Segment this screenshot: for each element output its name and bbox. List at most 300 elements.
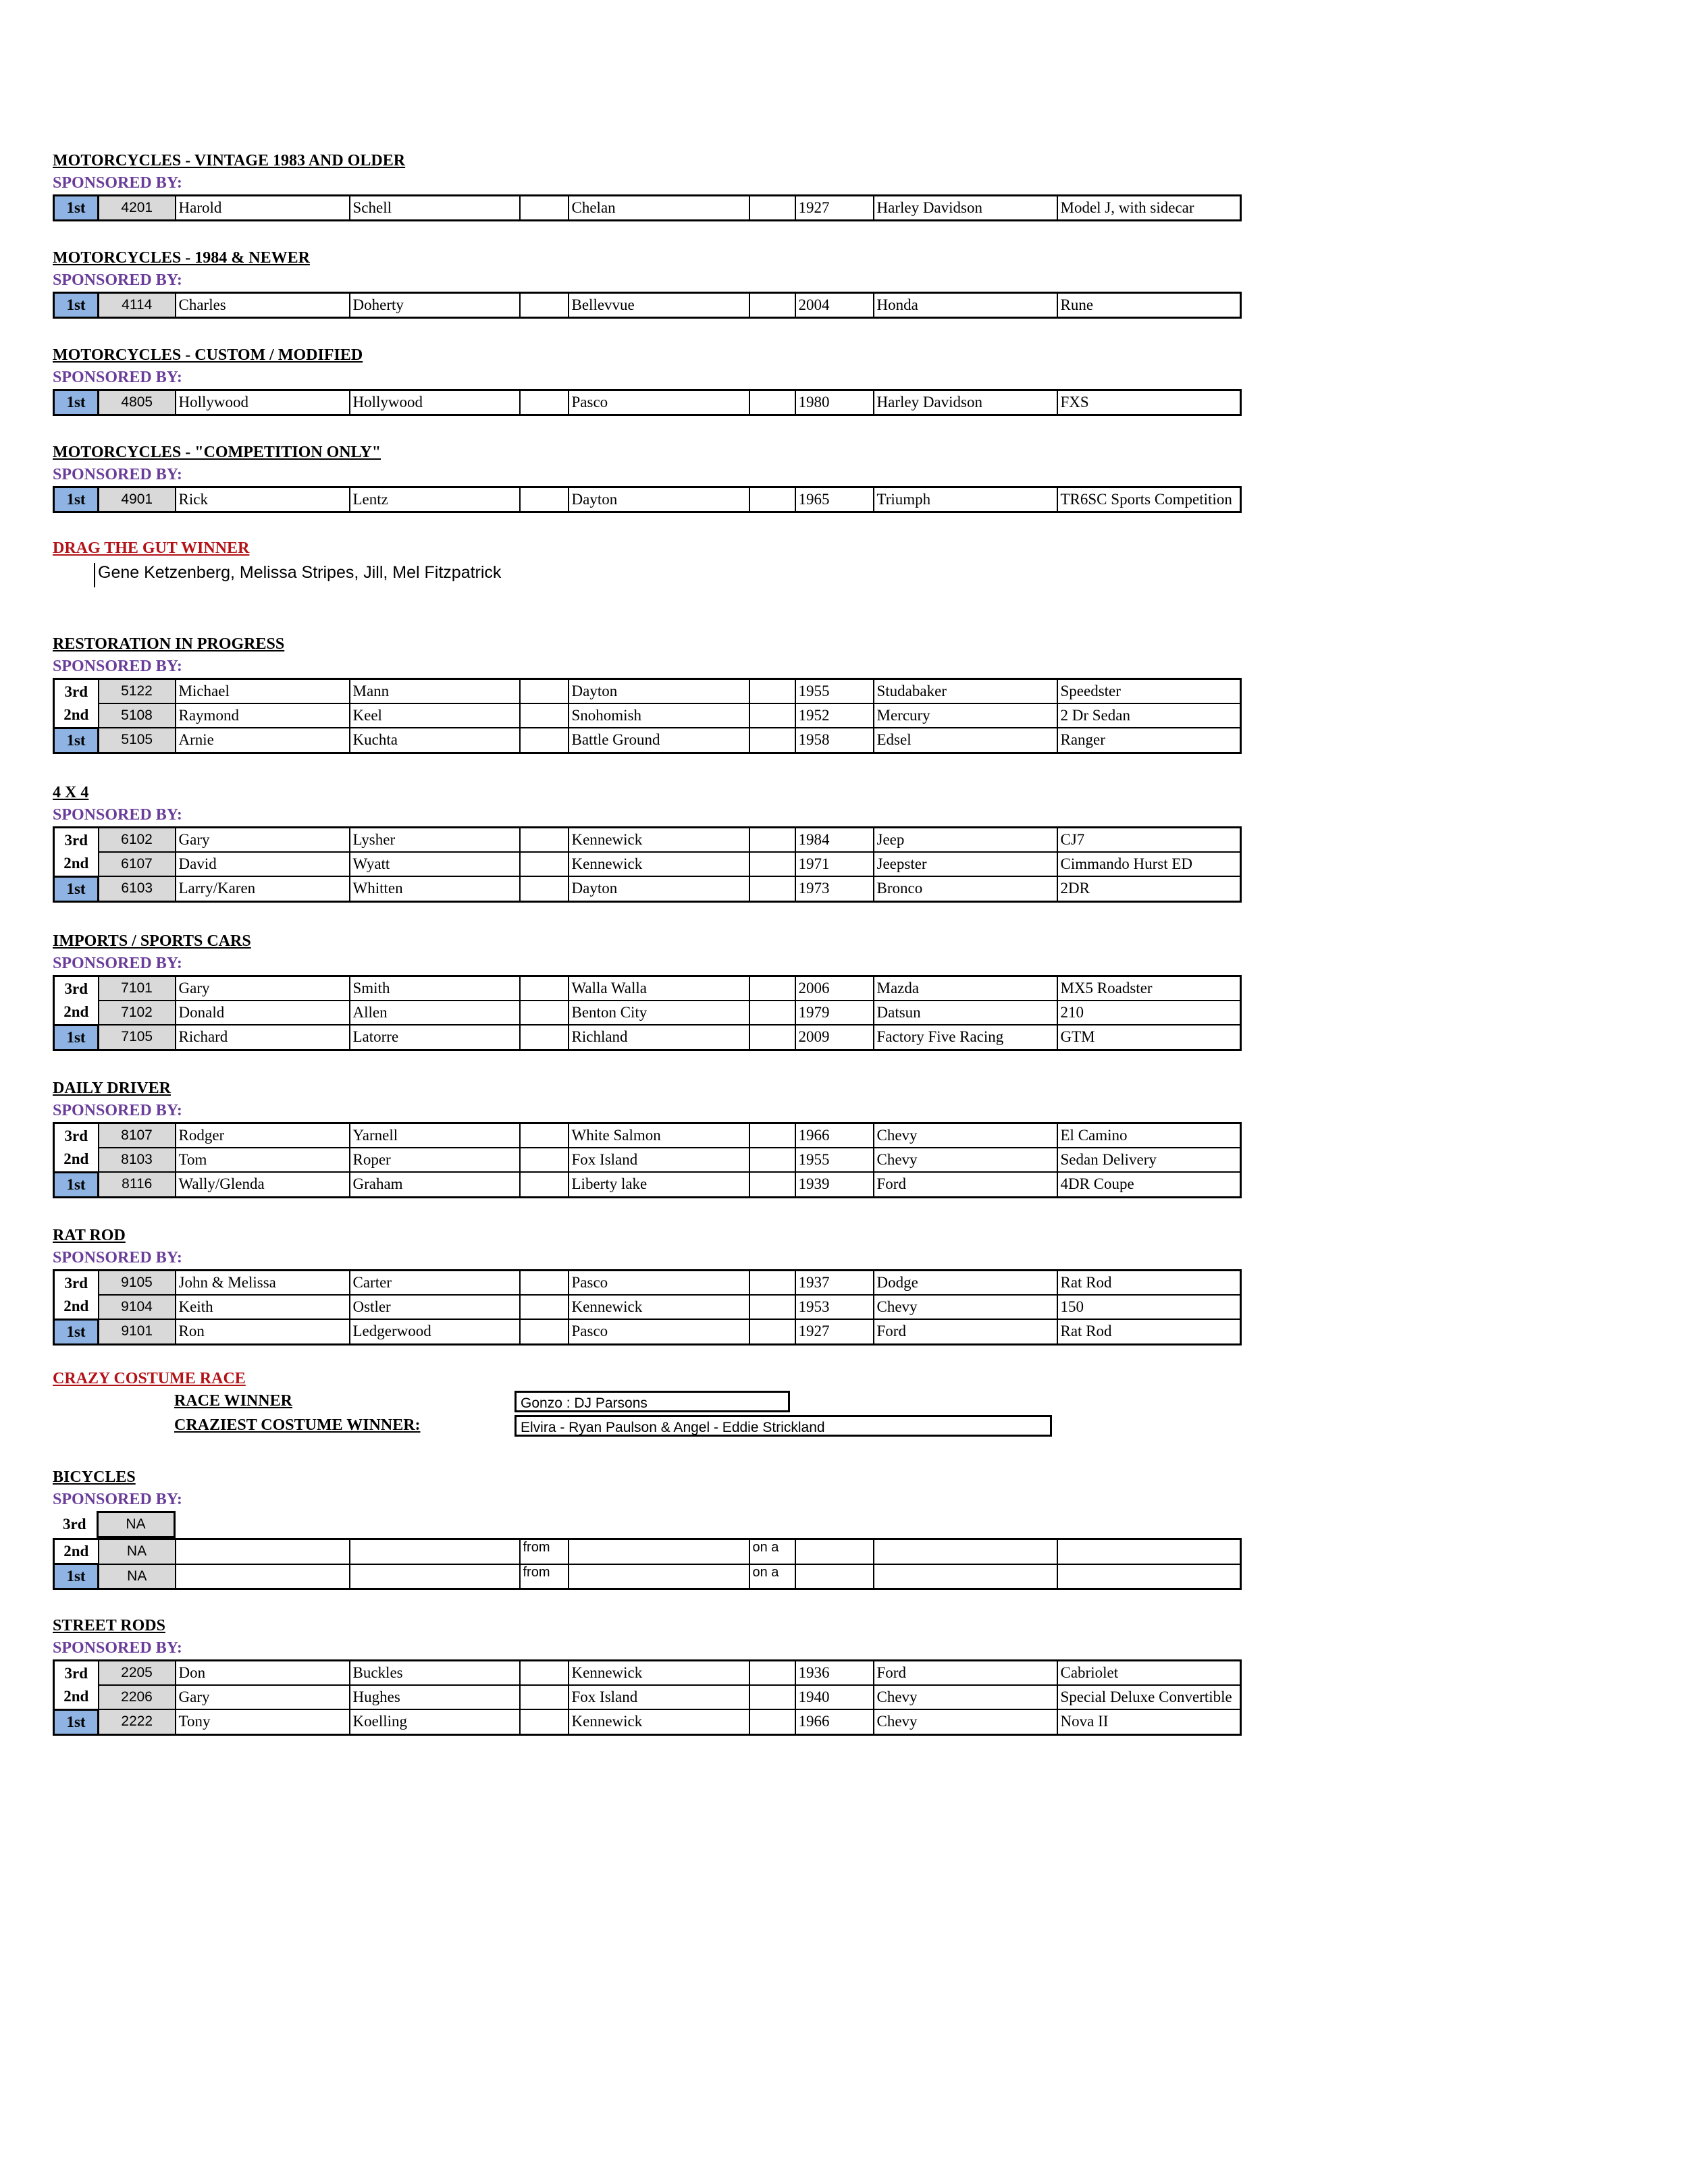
spacer-cell bbox=[520, 293, 569, 318]
table-row bbox=[54, 679, 1241, 704]
model: Cabriolet bbox=[1057, 1661, 1241, 1686]
year: 1984 bbox=[795, 828, 874, 853]
section-rat-rod bbox=[53, 1225, 1242, 1346]
model: Special Deluxe Convertible bbox=[1057, 1685, 1241, 1709]
spacer-cell bbox=[749, 1148, 795, 1172]
entry-number: 9101 bbox=[99, 1319, 176, 1344]
year: 1980 bbox=[795, 390, 874, 415]
section-street-rods bbox=[53, 1615, 1242, 1736]
city: Kennewick bbox=[569, 1295, 749, 1319]
sponsor-label: SPONSORED BY: bbox=[53, 271, 182, 289]
make: Edsel bbox=[874, 728, 1057, 753]
table-row bbox=[54, 293, 1241, 318]
place-cell: 3rd bbox=[64, 1274, 88, 1291]
spacer-cell bbox=[520, 196, 569, 221]
section-title: MOTORCYCLES - "COMPETITION ONLY" bbox=[53, 444, 381, 461]
make bbox=[874, 1539, 1057, 1564]
section-title: RAT ROD bbox=[53, 1227, 126, 1244]
spacer-cell bbox=[749, 1295, 795, 1319]
spacer-cell bbox=[520, 728, 569, 753]
make: Mazda bbox=[874, 976, 1057, 1001]
awards-table bbox=[53, 678, 1242, 754]
text-cursor-bar bbox=[94, 563, 95, 587]
place-cell: 2nd bbox=[63, 1298, 89, 1315]
place-cell: 2nd bbox=[63, 1543, 89, 1560]
last-name: Latorre bbox=[350, 1025, 520, 1050]
table-row bbox=[53, 1512, 174, 1537]
place-cell: 3rd bbox=[64, 980, 88, 997]
spacer-cell bbox=[520, 1172, 569, 1197]
entry-number: 8107 bbox=[99, 1123, 176, 1148]
make: Factory Five Racing bbox=[874, 1025, 1057, 1050]
last-name: Smith bbox=[350, 976, 520, 1001]
awards-table bbox=[53, 826, 1242, 903]
entry-number: 4201 bbox=[99, 196, 176, 221]
model: 210 bbox=[1057, 1001, 1241, 1025]
entry-number: 4901 bbox=[99, 487, 176, 512]
sponsor-label: SPONSORED BY: bbox=[53, 1102, 182, 1119]
year: 1966 bbox=[795, 1709, 874, 1734]
model: Cimmando Hurst ED bbox=[1057, 852, 1241, 876]
last-name: Ledgerwood bbox=[350, 1319, 520, 1344]
first-name: Rick bbox=[176, 487, 350, 512]
table-row bbox=[54, 1148, 1241, 1172]
year: 1971 bbox=[795, 852, 874, 876]
table-row bbox=[54, 1709, 1241, 1734]
model: FXS bbox=[1057, 390, 1241, 415]
entry-number: 9105 bbox=[99, 1271, 176, 1296]
section-title: MOTORCYCLES - CUSTOM / MODIFIED bbox=[53, 346, 363, 364]
year: 1973 bbox=[795, 876, 874, 901]
city: Richland bbox=[569, 1025, 749, 1050]
model: 2DR bbox=[1057, 876, 1241, 901]
entry-number: 7102 bbox=[99, 1001, 176, 1025]
first-name: Tom bbox=[176, 1148, 350, 1172]
city: Dayton bbox=[569, 487, 749, 512]
first-name bbox=[176, 1539, 350, 1564]
spacer-cell bbox=[749, 679, 795, 704]
last-name: Ostler bbox=[350, 1295, 520, 1319]
sponsor-label: SPONSORED BY: bbox=[53, 658, 182, 675]
year: 1965 bbox=[795, 487, 874, 512]
sponsor-label: SPONSORED BY: bbox=[53, 466, 182, 483]
first-name: Donald bbox=[176, 1001, 350, 1025]
city: Dayton bbox=[569, 679, 749, 704]
model: 150 bbox=[1057, 1295, 1241, 1319]
place-cell: 3rd bbox=[63, 1516, 86, 1533]
make: Dodge bbox=[874, 1271, 1057, 1296]
model: MX5 Roadster bbox=[1057, 976, 1241, 1001]
place-cell: 1st bbox=[54, 1564, 99, 1589]
place-cell: 1st bbox=[54, 728, 99, 753]
table-row bbox=[54, 390, 1241, 415]
first-name: Michael bbox=[176, 679, 350, 704]
entry-number: 5122 bbox=[99, 679, 176, 704]
city: White Salmon bbox=[569, 1123, 749, 1148]
entry-number: NA bbox=[99, 1564, 176, 1589]
year: 1937 bbox=[795, 1271, 874, 1296]
year: 2006 bbox=[795, 976, 874, 1001]
year: 1979 bbox=[795, 1001, 874, 1025]
year: 1939 bbox=[795, 1172, 874, 1197]
sponsor-label: SPONSORED BY: bbox=[53, 174, 182, 192]
section-title: DAILY DRIVER bbox=[53, 1080, 171, 1097]
spacer-cell bbox=[520, 1025, 569, 1050]
year: 1955 bbox=[795, 679, 874, 704]
sponsor-label: SPONSORED BY: bbox=[53, 369, 182, 386]
spacer-cell bbox=[520, 1319, 569, 1344]
entry-number: NA bbox=[99, 1539, 176, 1564]
spacer-cell bbox=[520, 976, 569, 1001]
make: Harley Davidson bbox=[874, 390, 1057, 415]
model: Nova II bbox=[1057, 1709, 1241, 1734]
awards-table bbox=[53, 292, 1242, 319]
place-cell: 3rd bbox=[64, 1664, 88, 1682]
first-name: Don bbox=[176, 1661, 350, 1686]
last-name: Hughes bbox=[350, 1685, 520, 1709]
spacer-cell bbox=[520, 1123, 569, 1148]
table-row bbox=[54, 1539, 1241, 1564]
section-motorcycles-custom bbox=[53, 344, 1242, 416]
table-row bbox=[54, 1025, 1241, 1050]
entry-number: 2222 bbox=[99, 1709, 176, 1734]
place-cell: 1st bbox=[54, 1172, 99, 1197]
bicycles-third-row bbox=[53, 1511, 176, 1538]
section-title: RESTORATION IN PROGRESS bbox=[53, 635, 285, 653]
spacer-cell bbox=[749, 196, 795, 221]
last-name: Mann bbox=[350, 679, 520, 704]
place-cell: 2nd bbox=[63, 1688, 89, 1705]
make: Ford bbox=[874, 1172, 1057, 1197]
section-4x4 bbox=[53, 782, 1242, 903]
first-name: Wally/Glenda bbox=[176, 1172, 350, 1197]
race-winner-value: Gonzo : DJ Parsons bbox=[515, 1391, 790, 1412]
model: Rune bbox=[1057, 293, 1241, 318]
spacer-cell bbox=[749, 1319, 795, 1344]
section-motorcycles-competition bbox=[53, 442, 1242, 513]
section-title: CRAZY COSTUME RACE bbox=[53, 1370, 246, 1387]
spacer-cell bbox=[520, 1709, 569, 1734]
race-winner-label: RACE WINNER bbox=[174, 1392, 292, 1410]
first-name: Rodger bbox=[176, 1123, 350, 1148]
model: Model J, with sidecar bbox=[1057, 196, 1241, 221]
first-name: Hollywood bbox=[176, 390, 350, 415]
year: 1953 bbox=[795, 1295, 874, 1319]
last-name: Kuchta bbox=[350, 728, 520, 753]
place-cell: 3rd bbox=[64, 831, 88, 849]
awards-table bbox=[53, 194, 1242, 221]
table-row bbox=[54, 1295, 1241, 1319]
spacer-cell bbox=[749, 487, 795, 512]
model: CJ7 bbox=[1057, 828, 1241, 853]
table-row bbox=[54, 196, 1241, 221]
section-motorcycles-1984 bbox=[53, 247, 1242, 319]
entry-number: 8103 bbox=[99, 1148, 176, 1172]
model: TR6SC Sports Competition bbox=[1057, 487, 1241, 512]
first-name: Tony bbox=[176, 1709, 350, 1734]
section-title: BICYCLES bbox=[53, 1468, 136, 1486]
city: Battle Ground bbox=[569, 728, 749, 753]
model bbox=[1057, 1564, 1241, 1589]
spacer-cell bbox=[749, 1709, 795, 1734]
awards-table bbox=[53, 1538, 1242, 1590]
entry-number: NA bbox=[97, 1512, 174, 1537]
table-row bbox=[54, 1564, 1241, 1589]
year: 1936 bbox=[795, 1661, 874, 1686]
place-cell: 1st bbox=[54, 196, 99, 221]
entry-number: 9104 bbox=[99, 1295, 176, 1319]
model: Rat Rod bbox=[1057, 1271, 1241, 1296]
place-cell: 1st bbox=[54, 487, 99, 512]
year bbox=[795, 1539, 874, 1564]
make: Bronco bbox=[874, 876, 1057, 901]
entry-number: 6102 bbox=[99, 828, 176, 853]
last-name: Keel bbox=[350, 703, 520, 728]
last-name: Doherty bbox=[350, 293, 520, 318]
section-imports bbox=[53, 930, 1242, 1051]
city: Kennewick bbox=[569, 1709, 749, 1734]
place-cell: 1st bbox=[54, 876, 99, 901]
awards-table bbox=[53, 975, 1242, 1051]
craziest-costume-value: Elvira - Ryan Paulson & Angel - Eddie Strickland bbox=[515, 1415, 1052, 1437]
table-row bbox=[54, 1001, 1241, 1025]
spacer-cell bbox=[749, 1001, 795, 1025]
first-name: Larry/Karen bbox=[176, 876, 350, 901]
spacer-cell bbox=[520, 828, 569, 853]
city: Pasco bbox=[569, 1319, 749, 1344]
first-name: Charles bbox=[176, 293, 350, 318]
section-drag-the-gut bbox=[53, 537, 249, 559]
drag-winner-names: Gene Ketzenberg, Melissa Stripes, Jill, Mel Fitzpatrick bbox=[98, 563, 502, 582]
make: Chevy bbox=[874, 1295, 1057, 1319]
spacer-cell bbox=[749, 703, 795, 728]
spacer-cell bbox=[749, 852, 795, 876]
make bbox=[874, 1564, 1057, 1589]
city: Pasco bbox=[569, 1271, 749, 1296]
craziest-costume-label: CRAZIEST COSTUME WINNER: bbox=[174, 1416, 421, 1434]
last-name: Yarnell bbox=[350, 1123, 520, 1148]
sponsor-label: SPONSORED BY: bbox=[53, 955, 182, 972]
first-name: Ron bbox=[176, 1319, 350, 1344]
entry-number: 5105 bbox=[99, 728, 176, 753]
first-name: Gary bbox=[176, 976, 350, 1001]
last-name: Koelling bbox=[350, 1709, 520, 1734]
sponsor-label: SPONSORED BY: bbox=[53, 1639, 182, 1657]
first-name: Harold bbox=[176, 196, 350, 221]
make: Jeepster bbox=[874, 852, 1057, 876]
section-motorcycles-vintage bbox=[53, 150, 1242, 221]
table-row bbox=[54, 828, 1241, 853]
last-name: Hollywood bbox=[350, 390, 520, 415]
last-name: Roper bbox=[350, 1148, 520, 1172]
entry-number: 5108 bbox=[99, 703, 176, 728]
spacer-cell bbox=[520, 1295, 569, 1319]
awards-table bbox=[53, 389, 1242, 416]
first-name: Keith bbox=[176, 1295, 350, 1319]
city: Kennewick bbox=[569, 1661, 749, 1686]
spacer-cell bbox=[749, 1172, 795, 1197]
year: 1952 bbox=[795, 703, 874, 728]
model: 2 Dr Sedan bbox=[1057, 703, 1241, 728]
section-bicycles bbox=[53, 1466, 1242, 1590]
first-name: Gary bbox=[176, 1685, 350, 1709]
city: Benton City bbox=[569, 1001, 749, 1025]
year: 2009 bbox=[795, 1025, 874, 1050]
city: Liberty lake bbox=[569, 1172, 749, 1197]
awards-table bbox=[53, 1659, 1242, 1736]
first-name: John & Melissa bbox=[176, 1271, 350, 1296]
first-name: Raymond bbox=[176, 703, 350, 728]
first-name bbox=[176, 1564, 350, 1589]
year: 1955 bbox=[795, 1148, 874, 1172]
table-row bbox=[54, 976, 1241, 1001]
first-name: Arnie bbox=[176, 728, 350, 753]
model: Ranger bbox=[1057, 728, 1241, 753]
model bbox=[1057, 1539, 1241, 1564]
last-name: Schell bbox=[350, 196, 520, 221]
city: Dayton bbox=[569, 876, 749, 901]
make: Jeep bbox=[874, 828, 1057, 853]
place-cell: 2nd bbox=[63, 1150, 89, 1168]
entry-number: 4805 bbox=[99, 390, 176, 415]
city: Kennewick bbox=[569, 828, 749, 853]
model: GTM bbox=[1057, 1025, 1241, 1050]
spacer-cell bbox=[749, 390, 795, 415]
year: 1927 bbox=[795, 1319, 874, 1344]
year: 1940 bbox=[795, 1685, 874, 1709]
awards-table bbox=[53, 486, 1242, 513]
entry-number: 7101 bbox=[99, 976, 176, 1001]
section-title: IMPORTS / SPORTS CARS bbox=[53, 932, 251, 950]
model: Sedan Delivery bbox=[1057, 1148, 1241, 1172]
table-row bbox=[54, 728, 1241, 753]
table-row bbox=[54, 1123, 1241, 1148]
table-row bbox=[54, 487, 1241, 512]
bicycles-grid bbox=[53, 1511, 1242, 1590]
spacer-cell bbox=[749, 876, 795, 901]
model: Speedster bbox=[1057, 679, 1241, 704]
city: Snohomish bbox=[569, 703, 749, 728]
spacer-cell bbox=[520, 703, 569, 728]
entry-number: 7105 bbox=[99, 1025, 176, 1050]
sponsor-label: SPONSORED BY: bbox=[53, 1491, 182, 1508]
make: Datsun bbox=[874, 1001, 1057, 1025]
entry-number: 2205 bbox=[99, 1661, 176, 1686]
awards-table bbox=[53, 1269, 1242, 1346]
from-label: from bbox=[520, 1539, 569, 1564]
last-name: Graham bbox=[350, 1172, 520, 1197]
place-cell: 1st bbox=[54, 1319, 99, 1344]
sponsor-label: SPONSORED BY: bbox=[53, 1249, 182, 1267]
city: Pasco bbox=[569, 390, 749, 415]
spacer-cell bbox=[520, 1661, 569, 1686]
section-title: MOTORCYCLES - 1984 & NEWER bbox=[53, 249, 310, 267]
last-name: Whitten bbox=[350, 876, 520, 901]
entry-number: 4114 bbox=[99, 293, 176, 318]
spacer-cell bbox=[520, 1685, 569, 1709]
place-cell: 3rd bbox=[64, 1127, 88, 1144]
last-name: Lysher bbox=[350, 828, 520, 853]
entry-number: 2206 bbox=[99, 1685, 176, 1709]
on-a-label: on a bbox=[749, 1539, 795, 1564]
last-name bbox=[350, 1539, 520, 1564]
make: Chevy bbox=[874, 1685, 1057, 1709]
make: Chevy bbox=[874, 1709, 1057, 1734]
city: Fox Island bbox=[569, 1685, 749, 1709]
make: Harley Davidson bbox=[874, 196, 1057, 221]
section-restoration bbox=[53, 633, 1242, 754]
section-title: MOTORCYCLES - VINTAGE 1983 AND OLDER bbox=[53, 152, 406, 169]
year: 1927 bbox=[795, 196, 874, 221]
city bbox=[569, 1539, 749, 1564]
place-cell: 2nd bbox=[63, 706, 89, 724]
table-row bbox=[54, 1661, 1241, 1686]
spacer-cell bbox=[749, 1661, 795, 1686]
place-cell: 2nd bbox=[63, 1003, 89, 1021]
from-label: from bbox=[520, 1564, 569, 1589]
last-name: Carter bbox=[350, 1271, 520, 1296]
last-name: Lentz bbox=[350, 487, 520, 512]
section-title: DRAG THE GUT WINNER bbox=[53, 539, 250, 557]
table-row bbox=[54, 1319, 1241, 1344]
spacer-cell bbox=[749, 1025, 795, 1050]
spacer-cell bbox=[749, 728, 795, 753]
make: Honda bbox=[874, 293, 1057, 318]
entry-number: 6107 bbox=[99, 852, 176, 876]
make: Chevy bbox=[874, 1123, 1057, 1148]
sponsor-label: SPONSORED BY: bbox=[53, 806, 182, 824]
city: Bellevvue bbox=[569, 293, 749, 318]
spacer-cell bbox=[749, 1271, 795, 1296]
year: 2004 bbox=[795, 293, 874, 318]
spacer-cell bbox=[749, 1123, 795, 1148]
entry-number: 6103 bbox=[99, 876, 176, 901]
city: Kennewick bbox=[569, 852, 749, 876]
make: Chevy bbox=[874, 1148, 1057, 1172]
place-cell: 1st bbox=[54, 1025, 99, 1050]
section-title: 4 X 4 bbox=[53, 784, 89, 801]
last-name: Buckles bbox=[350, 1661, 520, 1686]
section-daily-driver bbox=[53, 1077, 1242, 1198]
place-cell: 1st bbox=[54, 1709, 99, 1734]
spacer-cell bbox=[749, 976, 795, 1001]
place-cell: 1st bbox=[54, 293, 99, 318]
spacer-cell bbox=[749, 1685, 795, 1709]
spacer-cell bbox=[520, 876, 569, 901]
make: Ford bbox=[874, 1319, 1057, 1344]
year: 1958 bbox=[795, 728, 874, 753]
place-cell: 1st bbox=[54, 390, 99, 415]
city: Walla Walla bbox=[569, 976, 749, 1001]
section-title: STREET RODS bbox=[53, 1617, 165, 1634]
table-row bbox=[54, 852, 1241, 876]
spacer-cell bbox=[520, 852, 569, 876]
spacer-cell bbox=[520, 1001, 569, 1025]
last-name: Wyatt bbox=[350, 852, 520, 876]
table-row bbox=[54, 703, 1241, 728]
spacer-cell bbox=[520, 1148, 569, 1172]
place-cell: 2nd bbox=[63, 855, 89, 872]
section-crazy-costume bbox=[53, 1368, 246, 1389]
make: Triumph bbox=[874, 487, 1057, 512]
on-a-label: on a bbox=[749, 1564, 795, 1589]
make: Studabaker bbox=[874, 679, 1057, 704]
spacer-cell bbox=[749, 293, 795, 318]
table-row bbox=[54, 1685, 1241, 1709]
year: 1966 bbox=[795, 1123, 874, 1148]
city bbox=[569, 1564, 749, 1589]
spacer-cell bbox=[520, 390, 569, 415]
